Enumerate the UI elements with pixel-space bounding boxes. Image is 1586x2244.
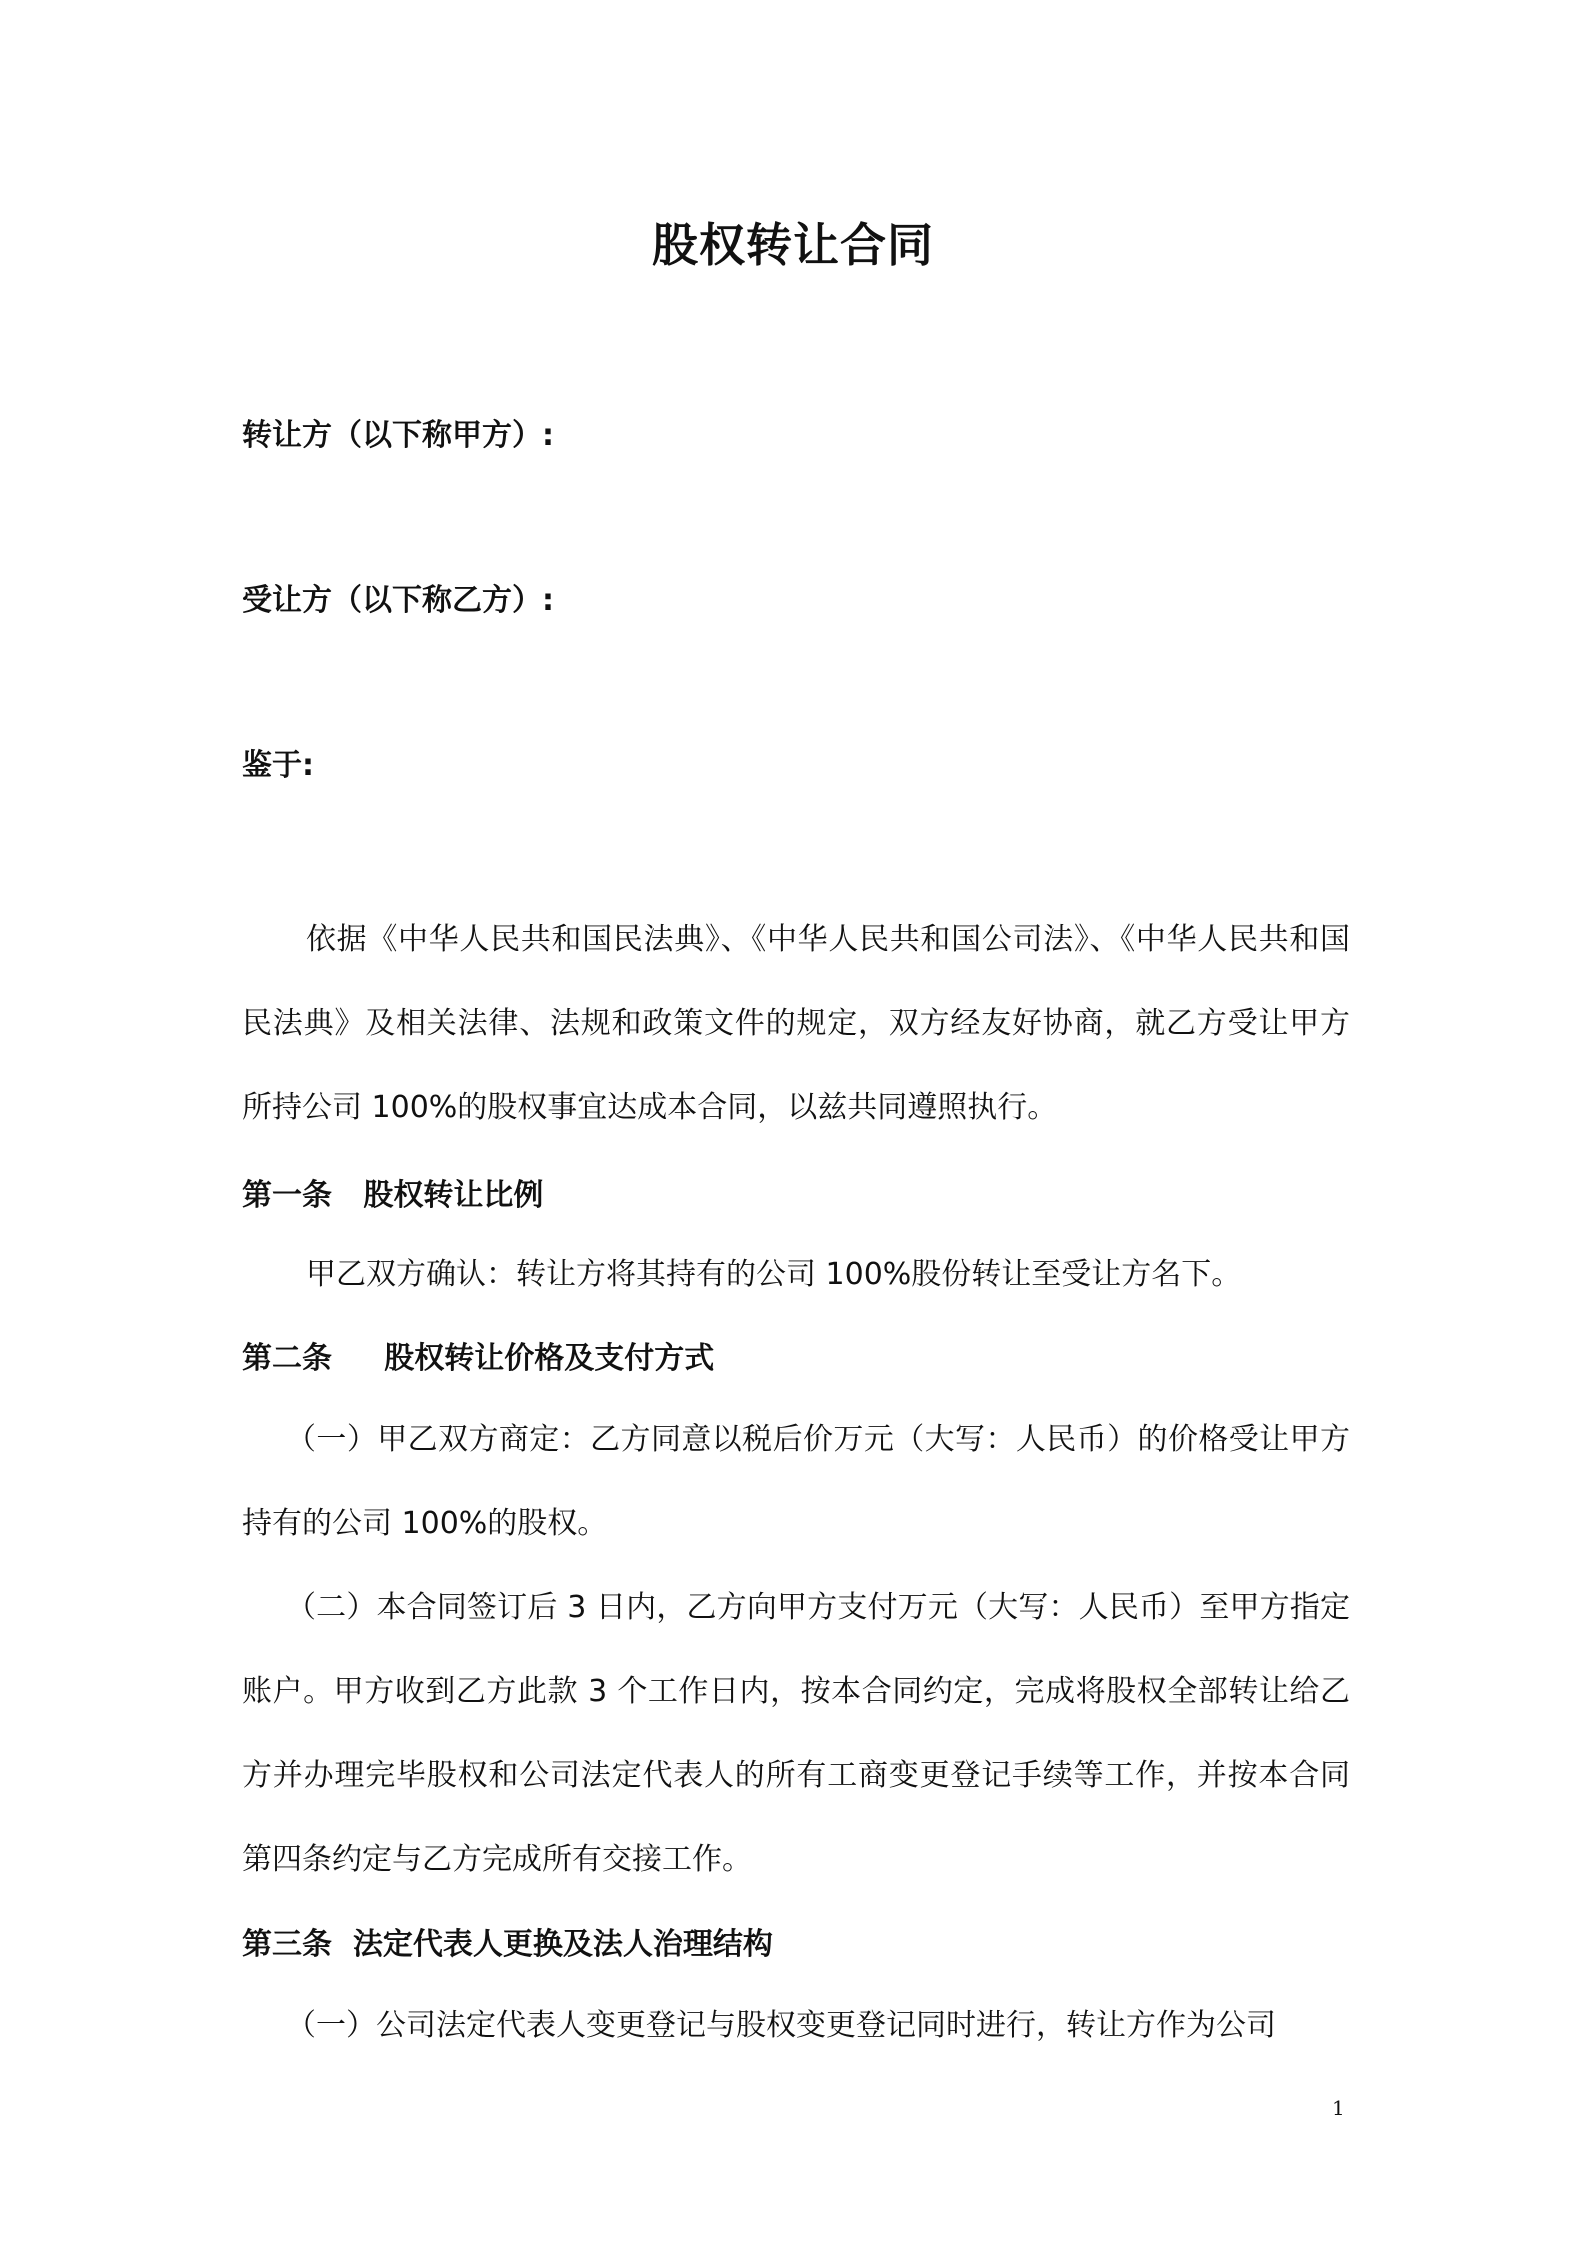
preamble-paragraph: 依据《中华人民共和国民法典》、《中华人民共和国公司法》、《中华人民共和国民法典》及相关法律、法规和政策文件的规定，双方经友好协商，就乙方受让甲方所持公司 100%的股权事宜达成本合同，以兹共同遵照执行。 — [242, 922, 1350, 1125]
page-number: 1 — [1332, 2096, 1345, 2120]
article2-clause1: （一）甲乙双方商定：乙方同意以税后价万元（大写：人民币）的价格受让甲方持有的公司 100%的股权。 — [242, 1422, 1350, 1541]
article2-clause2: （二）本合同签订后 3 日内，乙方向甲方支付万元（大写：人民币）至甲方指定账户。甲方收到乙方此款 3 个工作日内，按本合同约定，完成将股权全部转让给乙方并办理完毕股权和公司法定代表人的所有工商变更登记手续等工作，并按本合同第四条约定与乙方完成所有交接工作。 — [242, 1590, 1350, 1877]
article1-heading: 第一条 股权转让比例 — [242, 1178, 544, 1213]
article2-heading: 第二条 股权转让价格及支付方式 — [242, 1341, 715, 1376]
transferee-label: 受让方（以下称乙方）: — [242, 583, 554, 618]
whereas-label: 鉴于: — [242, 748, 314, 783]
article1-text: 甲乙双方确认：转让方将其持有的公司 100%股份转让至受让方名下。 — [306, 1257, 1242, 1292]
article3-clause1: （一）公司法定代表人变更登记与股权变更登记同时进行，转让方作为公司 — [286, 2008, 1276, 2043]
document-title: 股权转让合同 — [652, 218, 934, 272]
transferor-label: 转让方（以下称甲方）: — [242, 418, 554, 453]
article3-heading: 第三条 法定代表人更换及法人治理结构 — [242, 1927, 773, 1962]
